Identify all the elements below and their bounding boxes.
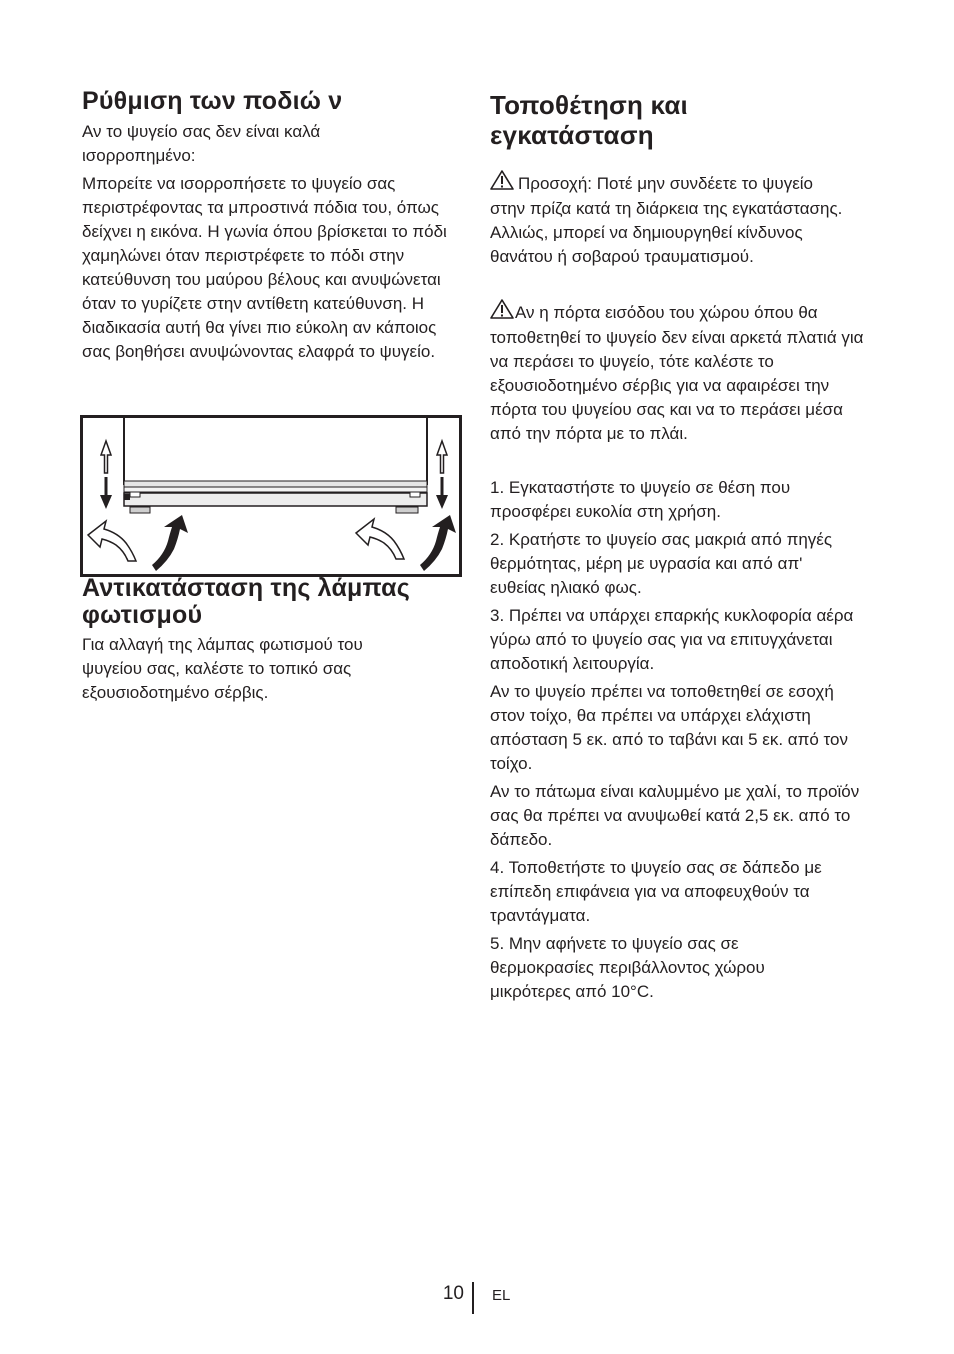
warning-triangle-icon (490, 170, 514, 197)
warning-block-2 (490, 299, 870, 446)
fridge-feet-adjustment-icon (80, 415, 462, 577)
language-code: EL (492, 1287, 511, 1304)
installation-steps (490, 476, 880, 1004)
step-item: 5. Μην αφήνετε το ψυγείο σας σε θερμοκρασίες περιβάλλοντος χώρου μικρότερες από 10°C. (490, 934, 765, 1001)
fridge-feet-figure (80, 415, 462, 577)
step-item: 4. Τοποθετήστε το ψυγείο σας σε δάπεδο με επίπεδη επιφάνεια για να αποφευχθούν τα τραντάγματα. (490, 858, 822, 925)
feet-instructions-text: Μπορείτε να ισορροπήσετε το ψυγείο σας περιστρέφοντας τα μπροστινά πόδια του, όπως δείχνει η εικόνα. Η γωνία όπου βρίσκεται το πόδι χαμηλώνει όταν περιστρέφετε το πόδι στην κατεύθυνση του μαύρου βέλους και ανυψώνεται όταν το γυρίζετε στην αντίθετη κατεύθυνση. Η διαδικασία αυτή θα γίνει πιο εύκολη αν κάποιος σας βοηθήσει ανυψώνοντας ελαφρά το ψυγείο. (82, 174, 447, 361)
step-item: Αν το πάτωμα είναι καλυμμένο με χαλί, το προϊόν σας θα πρέπει να ανυψωθεί κατά 2,5 εκ. από το δάπεδο. (490, 782, 860, 849)
feet-intro-text: Αν το ψυγείο σας δεν είναι καλά ισορροπημένο: (82, 122, 321, 165)
right-column (490, 90, 880, 1004)
warning-text-1: Προσοχή: Ποτέ μην συνδέετε το ψυγείο στην πρίζα κατά τη διάρκεια της εγκατάστασης. Αλλιώς, μπορεί να δημιουργηθεί κίνδυνος θανάτου ή σοβαρού τραυματισμού. (490, 174, 843, 266)
warning-triangle-icon (490, 299, 514, 326)
left-column (82, 88, 462, 364)
warning-text-2: Αν η πόρτα εισόδου του χώρου όπου θα τοποθετηθεί το ψυγείο δεν είναι αρκετά πλατιά για να περάσει το ψυγείο, τότε καλέστε το εξουσιοδοτημένο σέρβις για να αφαιρέσει την πόρτα του ψυγείου σας και να το περάσει μέσα από την πόρτα με το πλάι. (490, 303, 864, 443)
step-item: Αν το ψυγείο πρέπει να τοποθετηθεί σε εσοχή στον τοίχο, θα πρέπει να υπάρχει ελάχιστη απόσταση 5 εκ. από το ταβάνι και 5 εκ. από τον τοίχο. (490, 682, 848, 773)
footer-divider (472, 1282, 474, 1314)
lamp-replacement-title: Αντικατάσταση της λάμπας φωτισμού (82, 574, 410, 629)
step-item: 2. Κρατήστε το ψυγείο σας μακριά από πηγές θερμότητας, μέρη με υγρασία και από απ' ευθείας ηλιακό φως. (490, 530, 833, 597)
step-item: 1. Εγκαταστήστε το ψυγείο σε θέση που προσφέρει ευκολία στη χρήση. (490, 478, 791, 521)
warning-block-1 (490, 170, 850, 269)
page-number: 10 (442, 1283, 464, 1304)
installation-title: Τοποθέτηση και εγκατάσταση (490, 90, 688, 150)
page-footer (0, 1282, 954, 1316)
feet-adjustment-title: Ρύθμιση των ποδιώ ν (82, 87, 343, 115)
step-item: 3. Πρέπει να υπάρχει επαρκής κυκλοφορία αέρα γύρω από το ψυγείο σας για να επιτυγχάνεται αποδοτική λειτουργία. (490, 606, 854, 673)
lamp-section (82, 575, 462, 705)
lamp-replacement-text: Για αλλαγή της λάμπας φωτισμού του ψυγείου σας, καλέστε το τοπικό σας εξουσιοδοτημένο σέρβις. (82, 635, 363, 702)
